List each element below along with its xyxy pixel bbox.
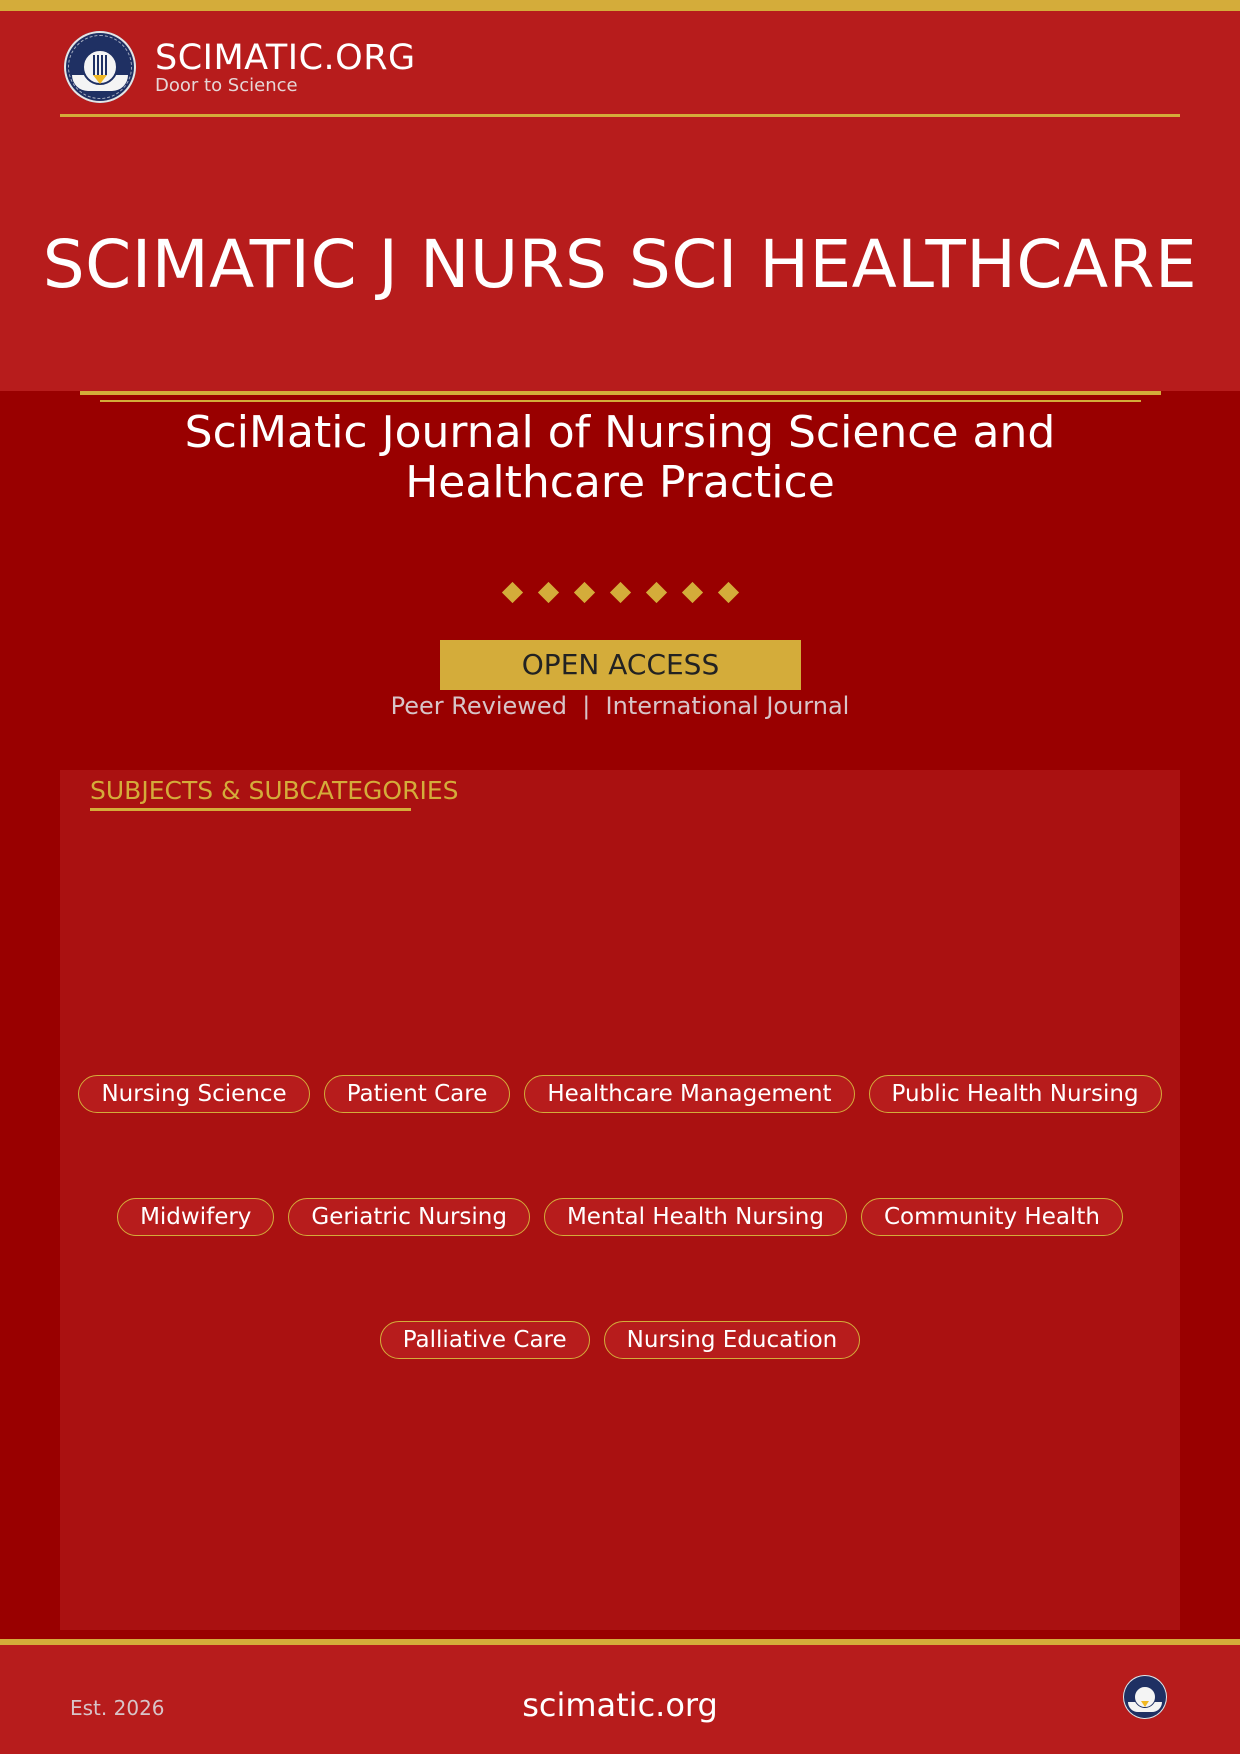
subject-row-3 <box>60 1321 1180 1359</box>
subject-chip-community-health[interactable]: Community Health <box>861 1198 1123 1236</box>
scimatic-logo-icon <box>64 31 136 103</box>
footer <box>0 1645 1240 1754</box>
header-divider <box>60 114 1180 117</box>
subject-chip-nursing-science[interactable]: Nursing Science <box>78 1075 309 1113</box>
subject-chip-healthcare-management[interactable]: Healthcare Management <box>524 1075 854 1113</box>
footer-url-link[interactable]: scimatic.org <box>522 1686 718 1724</box>
subject-chip-patient-care[interactable]: Patient Care <box>324 1075 511 1113</box>
brand-tagline: Door to Science <box>155 74 298 96</box>
subject-chip-palliative-care[interactable]: Palliative Care <box>380 1321 590 1359</box>
gold-divider-thick <box>80 391 1161 395</box>
open-access-badge: OPEN ACCESS <box>440 640 801 690</box>
diamond-icon <box>717 582 738 603</box>
diamond-icon <box>537 582 558 603</box>
subjects-heading: SUBJECTS & SUBCATEGORIES <box>90 776 459 805</box>
diamond-icon <box>573 582 594 603</box>
top-gold-bar <box>0 0 1240 11</box>
brand[interactable] <box>64 31 416 103</box>
pencil-tip-icon <box>93 75 107 84</box>
subject-chip-geriatric-nursing[interactable]: Geriatric Nursing <box>288 1198 530 1236</box>
subject-row-1 <box>60 1075 1180 1113</box>
brand-name: SCIMATIC.ORG <box>155 37 416 78</box>
journal-full-title: SciMatic Journal of Nursing Science and Healthcare Practice <box>184 407 1056 508</box>
scimatic-logo-small-icon <box>1123 1675 1167 1719</box>
diamond-icon <box>681 582 702 603</box>
gold-divider-thin <box>100 400 1141 402</box>
pencil-icon <box>93 55 107 75</box>
subjects-heading-underline <box>90 808 411 811</box>
subjects-panel <box>60 770 1180 1630</box>
subject-row-2 <box>60 1198 1180 1236</box>
brand-text <box>155 39 416 96</box>
diamond-icon <box>609 582 630 603</box>
established-year: Est. 2026 <box>70 1696 165 1720</box>
journal-meta-line: Peer Reviewed | International Journal <box>390 692 850 720</box>
diamond-icon <box>645 582 666 603</box>
subject-chip-nursing-education[interactable]: Nursing Education <box>604 1321 861 1359</box>
diamond-ornament <box>0 585 1240 600</box>
subject-chip-mental-health-nursing[interactable]: Mental Health Nursing <box>544 1198 847 1236</box>
diamond-icon <box>501 582 522 603</box>
subject-chip-midwifery[interactable]: Midwifery <box>117 1198 274 1236</box>
abbreviated-journal-title: SCIMATIC J NURS SCI HEALTHCARE <box>42 226 1198 303</box>
subject-chip-public-health-nursing[interactable]: Public Health Nursing <box>869 1075 1162 1113</box>
pencil-tip-icon <box>1141 1701 1149 1707</box>
header <box>0 11 1240 391</box>
